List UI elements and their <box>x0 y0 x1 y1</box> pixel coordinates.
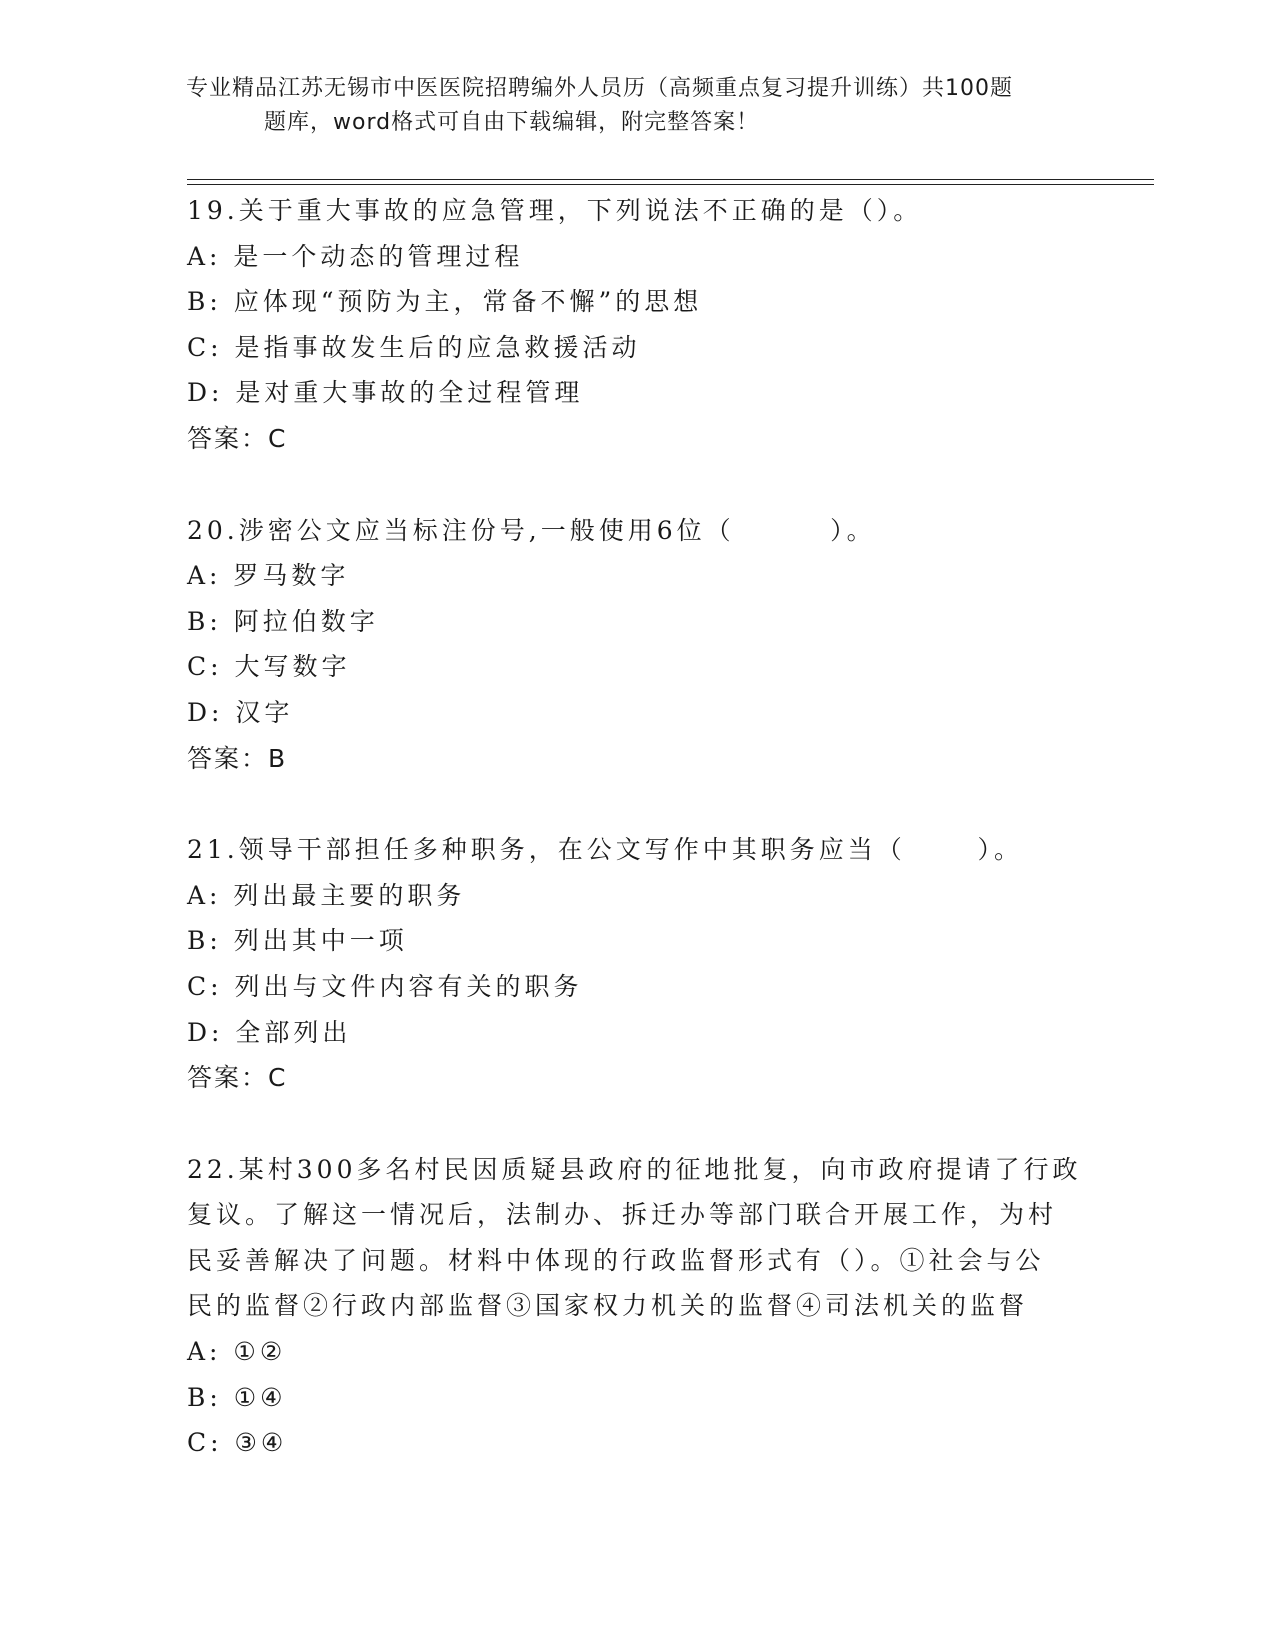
header-divider-bottom <box>187 184 1154 185</box>
question-stem <box>187 1147 1087 1329</box>
answer-label: 答案：B <box>187 743 288 773</box>
answer-label: 答案：C <box>187 423 288 453</box>
option-b: B: 列出其中一项 <box>187 926 408 956</box>
question-stem: 21.领导干部担任多种职务，在公文写作中其职务应当（ ）。 <box>187 835 1023 865</box>
option-c: C: ③④ <box>187 1428 288 1458</box>
question-20 <box>187 508 1087 782</box>
option-c: C: 是指事故发生后的应急救援活动 <box>187 332 641 362</box>
option-c: C: 大写数字 <box>187 652 351 682</box>
question-stem-line-3: 民妥善解决了问题。材料中体现的行政监督形式有（）。①社会与公 <box>187 1245 1045 1275</box>
document-header <box>186 72 1086 140</box>
option-a: A: 列出最主要的职务 <box>187 880 466 910</box>
header-line-2: 题库，word格式可自由下载编辑，附完整答案！ <box>264 110 760 135</box>
question-22 <box>187 1147 1087 1466</box>
option-b: B: ①④ <box>187 1382 287 1412</box>
answer-label: 答案：C <box>187 1063 288 1093</box>
option-d: D: 全部列出 <box>187 1017 352 1047</box>
option-a: A: 罗马数字 <box>187 561 350 591</box>
question-stem-line-4: 民的监督②行政内部监督③国家权力机关的监督④司法机关的监督 <box>187 1291 1029 1321</box>
question-21 <box>187 827 1087 1101</box>
option-b: B: 阿拉伯数字 <box>187 606 379 636</box>
question-stem: 19.关于重大事故的应急管理，下列说法不正确的是（）。 <box>187 196 923 225</box>
option-b: B: 应体现“预防为主，常备不懈”的思想 <box>187 287 703 317</box>
question-stem-line-1: 22.某村300多名村民因质疑县政府的征地批复，向市政府提请了行政 <box>187 1154 1082 1184</box>
question-stem: 20.涉密公文应当标注份号,一般使用6位（ ）。 <box>187 515 876 545</box>
question-19 <box>187 188 1087 462</box>
question-stem-line-2: 复议。了解这一情况后，法制办、拆迁办等部门联合开展工作，为村 <box>187 1200 1058 1230</box>
header-line-1: 专业精品江苏无锡市中医医院招聘编外人员历（高频重点复习提升训练）共100题 <box>186 76 1013 101</box>
option-c: C: 列出与文件内容有关的职务 <box>187 971 583 1001</box>
option-d: D: 是对重大事故的全过程管理 <box>187 378 584 408</box>
option-a: A: ①② <box>187 1337 287 1367</box>
header-divider-top <box>187 179 1154 180</box>
question-list <box>187 188 1087 1512</box>
option-a: A: 是一个动态的管理过程 <box>187 241 524 271</box>
option-d: D: 汉字 <box>187 697 294 727</box>
